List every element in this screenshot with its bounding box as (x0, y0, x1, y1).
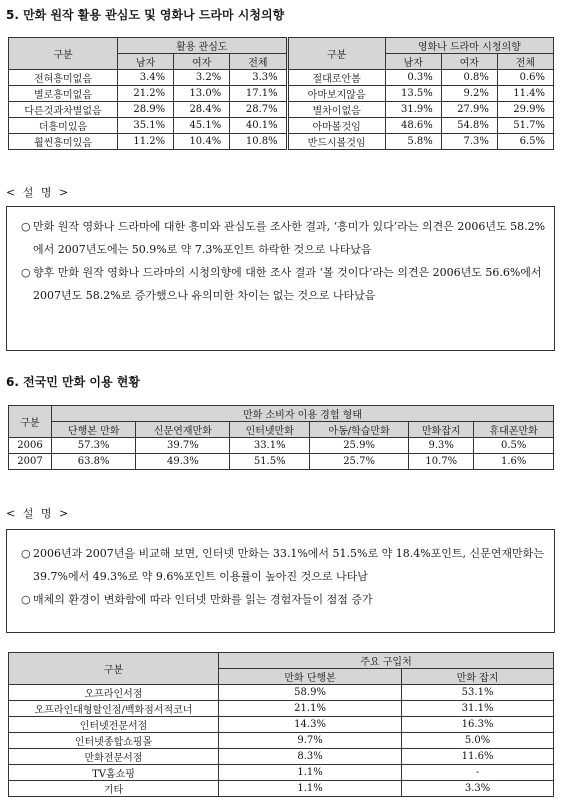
group-header: 만화 소비자 이용 경험 형태 (52, 406, 554, 422)
sub-header: 만화잡지 (409, 422, 474, 438)
sub-header: 단행본 만화 (52, 422, 136, 438)
sub-header: 인터넷만화 (230, 422, 310, 438)
section6-title: 6. 전국민 만화 이용 현황 (6, 375, 140, 389)
explain-item: ○ 만화 원작 영화나 드라마에 대한 흥미와 관심도를 조사한 결과, ‘흥미가 있다’라는 의견은 2006년도 58.2%에서 2007년도에는 50.9%로 약 7.3%포인트 하락한 것으로 나타났음 (21, 220, 546, 256)
col-header: 구분 (9, 653, 219, 685)
col-header: 구분 (9, 406, 52, 438)
table-row: TV홈쇼핑 1.1% - (9, 765, 554, 781)
sub-header-female: 여자 (174, 54, 230, 70)
table-row: 기타 1.1% 3.3% (9, 781, 554, 797)
table-row: 훨씬흥미있음 11.2% 10.4% 10.8% 반드시볼것임 5.8% 7.3% 6.5% (9, 134, 554, 150)
sub-header-male-2: 남자 (385, 54, 441, 70)
table-row: 오프라인대형할인점/백화점서적코너 21.1% 31.1% (9, 701, 554, 717)
table-row: 별로흥미없음 21.2% 13.0% 17.1% 아마보지않음 13.5% 9.2% 11.4% (9, 86, 554, 102)
purchase-table (8, 652, 554, 797)
explain-item: ○ 매체의 환경이 변화함에 따라 인터넷 만화를 읽는 경험자들이 점점 증가 (21, 593, 373, 606)
table-row: 2006 57.3% 39.7% 33.1% 25.9% 9.3% 0.5% (9, 438, 554, 454)
table-row: 더흥미있음 35.1% 45.1% 40.1% 아마볼것임 48.6% 54.8% 51.7% (9, 118, 554, 134)
sub-header-male: 남자 (118, 54, 174, 70)
sub-header: 아동/학습만화 (310, 422, 409, 438)
col-header-2: 구분 (287, 38, 385, 70)
sub-header-total-2: 전체 (497, 54, 553, 70)
interest-table (8, 37, 554, 150)
table-row: 2007 63.8% 49.3% 51.5% 25.7% 10.7% 1.6% (9, 454, 554, 470)
col-header: 구분 (9, 38, 118, 70)
group-header: 주요 구입처 (219, 653, 554, 669)
table-row: 다른것과차별없음 28.9% 28.4% 28.7% 별차이없음 31.9% 27.9% 29.9% (9, 102, 554, 118)
sub-header-total: 전체 (230, 54, 287, 70)
table-row: 인터넷전문서점 14.3% 16.3% (9, 717, 554, 733)
table-row: 인터넷종합쇼핑몰 9.7% 5.0% (9, 733, 554, 749)
interest-header: 활용 관심도 (118, 38, 288, 54)
sub-header-female-2: 여자 (441, 54, 497, 70)
sub-header: 신문연재만화 (136, 422, 230, 438)
explain-item: ○ 향후 만화 원작 영화나 드라마의 시청의향에 대한 조사 결과 ‘볼 것이다’라는 의견은 2006년도 56.6%에서 2007년도 58.2%로 증가했으나 유의미한 차이는 없는 것으로 나타났음 (21, 266, 542, 302)
explain-heading-2: < 설 명 > (6, 507, 71, 520)
explain-box (6, 206, 555, 351)
usage-table (8, 405, 554, 470)
table-row: 오프라인서점 58.9% 53.1% (9, 685, 554, 701)
table-row: 만화전문서점 8.3% 11.6% (9, 749, 554, 765)
explain-heading: < 설 명 > (6, 186, 71, 199)
sub-header: 휴대폰만화 (474, 422, 554, 438)
section5-title: 5. 만화 원작 활용 관심도 및 영화나 드라마 시청의향 (6, 8, 285, 22)
explain-item: ○ 2006년과 2007년을 비교해 보면, 인터넷 만화는 33.1%에서 51.5%로 약 18.4%포인트, 신문연재만화는 39.7%에서 49.3%로 약 9.6%포인트 이용률이 높아진 것으로 나타남 (21, 547, 544, 583)
intent-header: 영화나 드라마 시청의향 (385, 38, 553, 54)
sub-header: 만화 잡지 (402, 669, 554, 685)
table-row: 전혀흥미없음 3.4% 3.2% 3.3% 절대로안봄 0.3% 0.8% 0.6% (9, 70, 554, 86)
sub-header: 만화 단행본 (219, 669, 402, 685)
explain-box-2 (6, 529, 555, 633)
